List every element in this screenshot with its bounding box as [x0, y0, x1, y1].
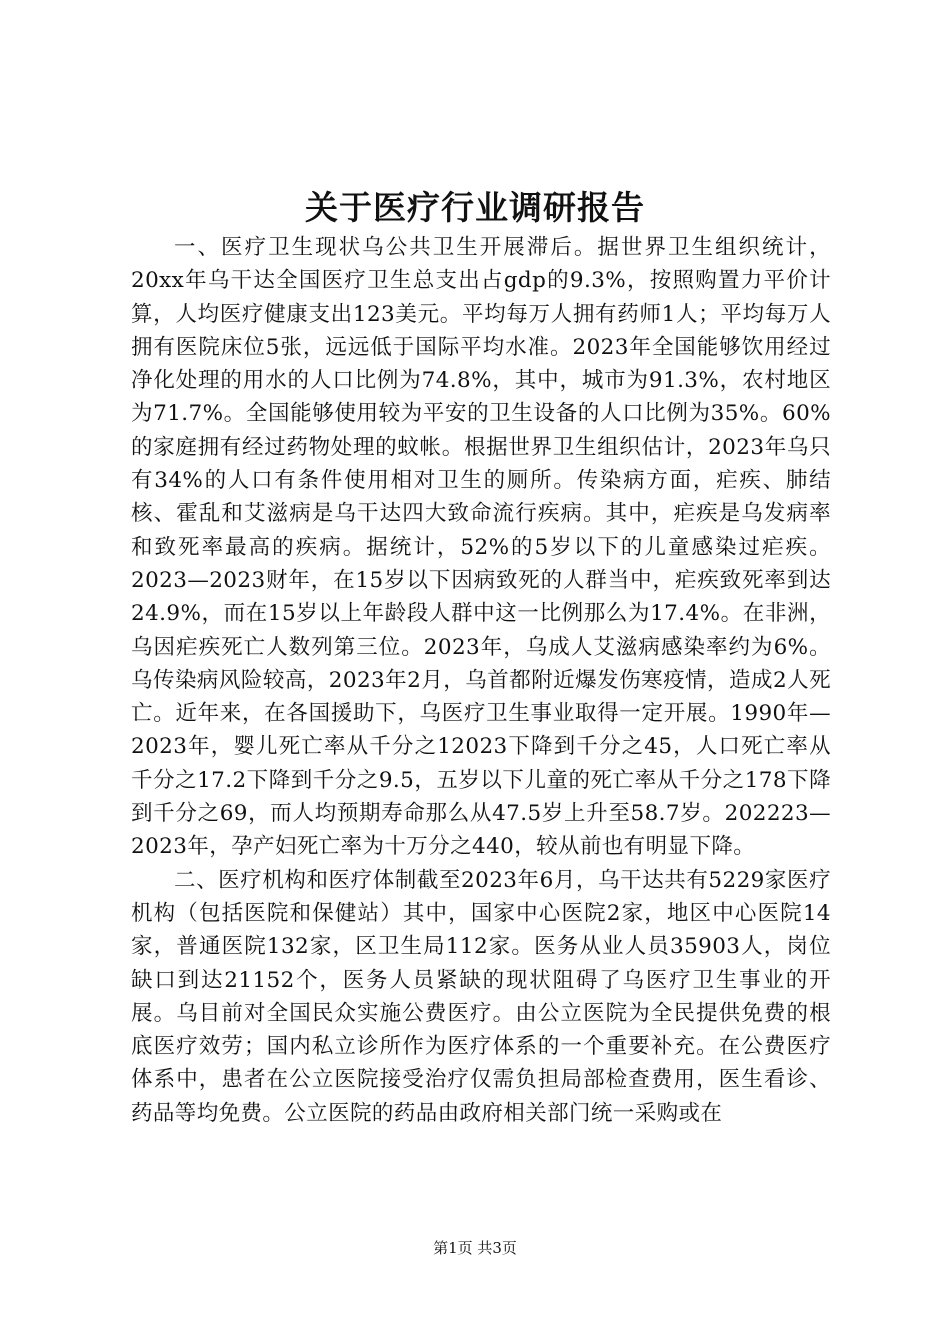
page-footer: 第1页 共3页: [433, 1239, 517, 1257]
paragraph-health-status: 一、医疗卫生现状乌公共卫生开展滞后。据世界卫生组织统计，20xx年乌干达全国医疗卫生总支出占gdp的9.3%，按照购置力平价计算，人均医疗健康支出123美元。平均每万人拥有药师1人；平均每万人拥有医院床位5张，远远低于国际平均水准。2023年全国能够饮用经过净化处理的用水的人口比例为74.8%，其中，城市为91.3%，农村地区为71.7%。全国能够使用较为平安的卫生设备的人口比例为35%。60%的家庭拥有经过药物处理的蚊帐。根据世界卫生组织估计，2023年乌只有34%的人口有条件使用相对卫生的厕所。传染病方面，疟疾、肺结核、霍乱和艾滋病是乌干达四大致命流行疾病。其中，疟疾是乌发病率和致死率最高的疾病。据统计，52%的5岁以下的儿童感染过疟疾。2023—2023财年，在15岁以下因病致死的人群当中，疟疾致死率到达24.9%，而在15岁以上年龄段人群中这一比例那么为17.4%。在非洲，乌因疟疾死亡人数列第三位。2023年，乌成人艾滋病感染率约为6%。乌传染病风险较高，2023年2月，乌首都附近爆发伤寒疫情，造成2人死亡。近年来，在各国援助下，乌医疗卫生事业取得一定开展。1990年—2023年，婴儿死亡率从千分之12023下降到千分之45，人口死亡率从千分之17.2下降到千分之9.5，五岁以下儿童的死亡率从千分之178下降到千分之69，而人均预期寿命那么从47.5岁上升至58.7岁。202223—2023年，孕产妇死亡率为十万分之440，较从前也有明显下降。: [131, 235, 831, 860]
paragraph-medical-institutions: 二、医疗机构和医疗体制截至2023年6月，乌干达共有5229家医疗机构（包括医院和保健站）其中，国家中心医院2家，地区中心医院14家，普通医院132家，区卫生局112家。医务从业人员35903人，岗位缺口到达21152个，医务人员紧缺的现状阻碍了乌医疗卫生事业的开展。乌目前对全国民众实施公费医疗。由公立医院为全民提供免费的根底医疗效劳；国内私立诊所作为医疗体系的一个重要补充。在公费医疗体系中，患者在公立医院接受治疗仅需负担局部检查费用，医生看诊、药品等均免费。公立医院的药品由政府相关部门统一采购或在: [131, 867, 831, 1126]
document-title: 关于医疗行业调研报告: [305, 188, 645, 227]
document-body: [131, 231, 831, 1130]
